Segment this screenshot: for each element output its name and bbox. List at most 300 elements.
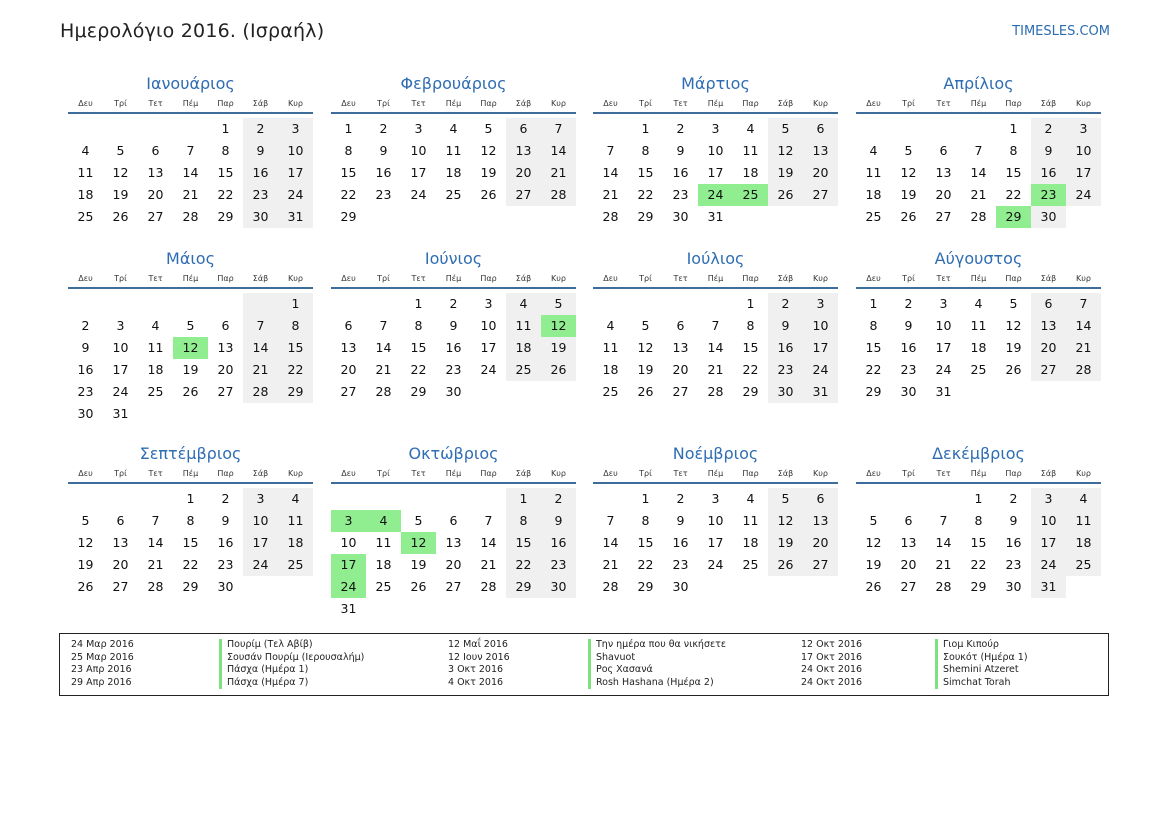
day-cell: 16: [1005, 535, 1022, 550]
day-cell: 29: [217, 209, 234, 224]
empty-cell: [541, 206, 576, 228]
empty-cell: [1066, 576, 1101, 598]
day-grid: [331, 488, 576, 620]
day-cell: 2: [676, 491, 685, 506]
day-cell: 8: [344, 143, 353, 158]
weekday-header: [856, 271, 1101, 289]
day-cell: 8: [186, 513, 195, 528]
day-cell: 7: [541, 118, 576, 140]
day-grid: [593, 488, 838, 598]
site-link[interactable]: TIMESLES.COM: [1012, 24, 1110, 39]
day-cell: 21: [602, 557, 619, 572]
weekday-label: Δευ: [603, 99, 618, 108]
day-cell: 12: [173, 337, 208, 359]
day-cell: 25: [506, 359, 541, 381]
day-cell: 29: [340, 209, 357, 224]
day-cell: 22: [340, 187, 357, 202]
day-cell: 29: [506, 576, 541, 598]
day-cell: 8: [221, 143, 230, 158]
day-cell: 23: [217, 557, 234, 572]
weekday-label: Σάβ: [252, 99, 269, 108]
day-cell: 28: [1066, 359, 1101, 381]
day-cell: 26: [637, 384, 654, 399]
day-cell: 27: [803, 554, 838, 576]
day-cell: 6: [344, 318, 353, 333]
day-cell: 25: [147, 384, 164, 399]
day-cell: 25: [77, 209, 94, 224]
day-cell: 19: [112, 187, 129, 202]
day-cell: 27: [112, 579, 129, 594]
holiday-date: 3 Οκτ 2016: [448, 664, 504, 675]
empty-cell: [401, 488, 436, 510]
weekday-label: Δευ: [866, 469, 881, 478]
day-cell: 28: [707, 384, 724, 399]
weekday-label: Παρ: [480, 99, 497, 108]
day-cell: 11: [1066, 510, 1101, 532]
weekday-label: Σάβ: [777, 274, 794, 283]
day-cell: 28: [541, 184, 576, 206]
empty-cell: [471, 206, 506, 228]
day-cell: 26: [410, 579, 427, 594]
day-cell: 17: [410, 165, 427, 180]
day-cell: 6: [1031, 293, 1066, 315]
weekday-label: Δευ: [341, 99, 356, 108]
day-cell: 12: [112, 165, 129, 180]
weekday-label: Παρ: [480, 469, 497, 478]
empty-cell: [68, 293, 103, 315]
day-cell: 15: [278, 337, 313, 359]
day-cell: 13: [217, 340, 234, 355]
day-cell: 4: [366, 510, 401, 532]
weekday-label: Δευ: [866, 99, 881, 108]
day-cell: 9: [1009, 513, 1018, 528]
day-cell: 25: [375, 579, 392, 594]
empty-cell: [506, 206, 541, 228]
month-block: [593, 442, 838, 598]
day-cell: 2: [676, 121, 685, 136]
holiday-date: 12 Μαΐ 2016: [448, 639, 508, 650]
month-block: [68, 247, 313, 425]
empty-cell: [471, 488, 506, 510]
day-cell: 30: [77, 406, 94, 421]
day-cell: 15: [970, 535, 987, 550]
day-cell: 12: [900, 165, 917, 180]
day-cell: 29: [637, 579, 654, 594]
day-cell: 22: [410, 362, 427, 377]
day-cell: 30: [541, 576, 576, 598]
day-cell: 13: [672, 340, 689, 355]
weekday-label: Κυρ: [288, 469, 303, 478]
day-cell: 26: [182, 384, 199, 399]
empty-cell: [278, 576, 313, 598]
day-cell: 1: [974, 491, 983, 506]
weekday-header: [856, 466, 1101, 484]
holiday-date: 25 Μαρ 2016: [71, 651, 134, 663]
weekday-label: Τετ: [936, 99, 951, 108]
day-cell: 10: [935, 318, 952, 333]
day-grid: [68, 488, 313, 598]
month-name: Δεκέμβριος: [932, 444, 1025, 463]
day-cell: 27: [1031, 359, 1066, 381]
day-cell: 31: [278, 206, 313, 228]
day-cell: 22: [637, 557, 654, 572]
empty-cell: [138, 488, 173, 510]
empty-cell: [541, 381, 576, 403]
day-cell: 16: [445, 340, 462, 355]
day-cell: 30: [900, 384, 917, 399]
day-cell: 5: [768, 118, 803, 140]
month-block: [331, 247, 576, 403]
empty-cell: [401, 598, 436, 620]
legend-date-column: [71, 639, 134, 689]
empty-cell: [996, 381, 1031, 403]
day-cell: 19: [637, 362, 654, 377]
day-cell: 11: [375, 535, 392, 550]
empty-cell: [68, 488, 103, 510]
day-cell: 19: [900, 187, 917, 202]
holiday-date: 17 Οκτ 2016: [801, 651, 863, 663]
month-name: Ιανουάριος: [146, 74, 235, 93]
weekday-label: Τρί: [902, 469, 915, 478]
day-grid: [331, 293, 576, 403]
day-cell: 20: [445, 557, 462, 572]
day-cell: 13: [803, 510, 838, 532]
empty-cell: [891, 488, 926, 510]
month-block: [593, 247, 838, 403]
empty-cell: [436, 206, 471, 228]
day-cell: 22: [637, 187, 654, 202]
weekday-header: [856, 96, 1101, 114]
holiday-date: 4 Οκτ 2016: [448, 676, 504, 688]
empty-cell: [733, 206, 768, 228]
day-cell: 27: [900, 579, 917, 594]
weekday-label: Παρ: [217, 274, 234, 283]
holiday-name: Πουρίμ (Τελ Αβίβ): [219, 639, 364, 652]
day-cell: 10: [1031, 510, 1066, 532]
day-cell: 2: [1009, 491, 1018, 506]
day-cell: 22: [742, 362, 759, 377]
day-cell: 30: [217, 579, 234, 594]
day-cell: 16: [768, 337, 803, 359]
day-cell: 18: [602, 362, 619, 377]
day-cell: 1: [746, 296, 755, 311]
day-cell: 27: [672, 384, 689, 399]
day-cell: 20: [803, 532, 838, 554]
day-cell: 15: [340, 165, 357, 180]
day-cell: 25: [865, 209, 882, 224]
weekday-label: Τρί: [902, 274, 915, 283]
day-cell: 6: [676, 318, 685, 333]
weekday-label: Πέμ: [445, 99, 462, 108]
holiday-name: Shemini Atzeret: [935, 664, 1028, 677]
day-cell: 18: [147, 362, 164, 377]
day-cell: 25: [445, 187, 462, 202]
day-cell: 7: [1066, 293, 1101, 315]
day-cell: 17: [278, 162, 313, 184]
empty-cell: [733, 576, 768, 598]
weekday-label: Σάβ: [1040, 274, 1057, 283]
empty-cell: [593, 293, 628, 315]
day-cell: 20: [340, 362, 357, 377]
day-cell: 5: [541, 293, 576, 315]
day-cell: 19: [865, 557, 882, 572]
day-cell: 22: [217, 187, 234, 202]
day-cell: 12: [401, 532, 436, 554]
day-cell: 21: [707, 362, 724, 377]
holiday-name: Ρος Χασανά: [588, 664, 726, 677]
weekday-label: Κυρ: [1076, 99, 1091, 108]
day-cell: 27: [506, 184, 541, 206]
day-cell: 5: [414, 513, 423, 528]
empty-cell: [366, 488, 401, 510]
day-cell: 14: [147, 535, 164, 550]
weekday-label: Πέμ: [970, 274, 987, 283]
day-cell: 13: [340, 340, 357, 355]
month-block: [856, 247, 1101, 403]
empty-cell: [243, 293, 278, 315]
day-cell: 22: [506, 554, 541, 576]
day-cell: 15: [182, 535, 199, 550]
day-cell: 29: [742, 384, 759, 399]
day-cell: 25: [602, 384, 619, 399]
day-cell: 24: [698, 184, 733, 206]
day-cell: 5: [484, 121, 493, 136]
day-cell: 15: [865, 340, 882, 355]
day-grid: [856, 488, 1101, 598]
day-cell: 20: [672, 362, 689, 377]
weekday-label: Πέμ: [182, 274, 199, 283]
holiday-date: 24 Οκτ 2016: [801, 664, 863, 675]
day-cell: 4: [151, 318, 160, 333]
empty-cell: [366, 293, 401, 315]
empty-cell: [173, 293, 208, 315]
weekday-label: Τρί: [377, 469, 390, 478]
day-cell: 4: [449, 121, 458, 136]
day-cell: 10: [278, 140, 313, 162]
day-cell: 26: [900, 209, 917, 224]
day-cell: 17: [803, 337, 838, 359]
legend-name-column: [935, 639, 1028, 689]
day-cell: 19: [541, 337, 576, 359]
day-cell: 14: [707, 340, 724, 355]
day-cell: 23: [672, 557, 689, 572]
month-name: Φεβρουάριος: [400, 74, 507, 93]
weekday-label: Κυρ: [551, 469, 566, 478]
empty-cell: [366, 598, 401, 620]
weekday-label: Δευ: [866, 274, 881, 283]
weekday-label: Παρ: [1005, 469, 1022, 478]
weekday-label: Δευ: [78, 99, 93, 108]
day-cell: 10: [112, 340, 129, 355]
day-cell: 7: [151, 513, 160, 528]
day-cell: 30: [1005, 579, 1022, 594]
day-cell: 16: [243, 162, 278, 184]
weekday-label: Πέμ: [445, 274, 462, 283]
day-cell: 15: [1005, 165, 1022, 180]
day-cell: 1: [641, 491, 650, 506]
empty-cell: [891, 118, 926, 140]
day-cell: 18: [77, 187, 94, 202]
weekday-header: [331, 466, 576, 484]
day-grid: [856, 293, 1101, 403]
day-cell: 3: [278, 118, 313, 140]
empty-cell: [961, 381, 996, 403]
weekday-label: Τρί: [377, 99, 390, 108]
day-cell: 25: [278, 554, 313, 576]
day-cell: 17: [112, 362, 129, 377]
day-cell: 31: [707, 209, 724, 224]
holiday-name: Πάσχα (Ημέρα 7): [219, 677, 364, 690]
day-cell: 24: [278, 184, 313, 206]
day-cell: 8: [1009, 143, 1018, 158]
day-cell: 28: [375, 384, 392, 399]
empty-cell: [593, 488, 628, 510]
weekday-label: Κυρ: [288, 274, 303, 283]
day-cell: 9: [541, 510, 576, 532]
empty-cell: [366, 206, 401, 228]
day-cell: 11: [865, 165, 882, 180]
holiday-legend: [59, 633, 1109, 696]
empty-cell: [138, 403, 173, 425]
day-cell: 28: [147, 579, 164, 594]
day-cell: 23: [900, 362, 917, 377]
empty-cell: [593, 118, 628, 140]
day-cell: 3: [939, 296, 948, 311]
day-cell: 11: [970, 318, 987, 333]
empty-cell: [436, 488, 471, 510]
day-cell: 8: [278, 315, 313, 337]
weekday-header: [593, 96, 838, 114]
day-cell: 12: [480, 143, 497, 158]
day-cell: 7: [186, 143, 195, 158]
day-cell: 18: [970, 340, 987, 355]
weekday-label: Τρί: [902, 99, 915, 108]
day-cell: 1: [869, 296, 878, 311]
holiday-date: 12 Ιουν 2016: [448, 651, 510, 663]
day-cell: 13: [900, 535, 917, 550]
holiday-name: Shavuot: [588, 652, 726, 665]
weekday-label: Παρ: [217, 469, 234, 478]
empty-cell: [856, 488, 891, 510]
day-cell: 5: [116, 143, 125, 158]
holiday-name: Simchat Torah: [935, 677, 1028, 690]
day-cell: 23: [375, 187, 392, 202]
day-cell: 27: [935, 209, 952, 224]
day-cell: 20: [147, 187, 164, 202]
day-cell: 15: [637, 165, 654, 180]
weekday-label: Παρ: [1005, 99, 1022, 108]
weekday-header: [68, 96, 313, 114]
day-cell: 19: [768, 532, 803, 554]
day-cell: 24: [112, 384, 129, 399]
empty-cell: [768, 206, 803, 228]
day-cell: 12: [865, 535, 882, 550]
weekday-label: Τετ: [673, 469, 688, 478]
weekday-label: Κυρ: [1076, 469, 1091, 478]
day-cell: 21: [1066, 337, 1101, 359]
day-cell: 14: [182, 165, 199, 180]
month-name: Νοέμβριος: [672, 444, 759, 463]
day-cell: 21: [541, 162, 576, 184]
weekday-label: Κυρ: [551, 99, 566, 108]
weekday-header: [593, 271, 838, 289]
day-grid: [856, 118, 1101, 228]
day-cell: 9: [243, 140, 278, 162]
day-cell: 4: [746, 491, 755, 506]
empty-cell: [1066, 206, 1101, 228]
day-cell: 31: [803, 381, 838, 403]
weekday-label: Τετ: [411, 274, 426, 283]
day-cell: 1: [1009, 121, 1018, 136]
empty-cell: [103, 118, 138, 140]
holiday-name: Γιομ Κιπούρ: [935, 639, 1028, 652]
day-cell: 1: [641, 121, 650, 136]
day-cell: 25: [733, 184, 768, 206]
day-cell: 13: [445, 535, 462, 550]
month-name: Ιούνιος: [424, 249, 483, 268]
holiday-name: Σουσάν Πουρίμ (Ιερουσαλήμ): [219, 652, 364, 665]
day-cell: 5: [904, 143, 913, 158]
weekday-label: Τετ: [936, 274, 951, 283]
day-cell: 14: [1066, 315, 1101, 337]
empty-cell: [138, 118, 173, 140]
day-cell: 30: [445, 384, 462, 399]
day-cell: 13: [1031, 315, 1066, 337]
day-cell: 11: [506, 315, 541, 337]
day-cell: 15: [410, 340, 427, 355]
day-cell: 2: [768, 293, 803, 315]
day-cell: 18: [1066, 532, 1101, 554]
day-cell: 9: [768, 315, 803, 337]
weekday-label: Κυρ: [1076, 274, 1091, 283]
empty-cell: [768, 576, 803, 598]
day-cell: 11: [77, 165, 94, 180]
day-cell: 24: [331, 576, 366, 598]
weekday-label: Πέμ: [707, 99, 724, 108]
weekday-label: Δευ: [78, 274, 93, 283]
weekday-label: Σάβ: [515, 274, 532, 283]
day-cell: 8: [641, 513, 650, 528]
day-cell: 10: [803, 315, 838, 337]
empty-cell: [243, 403, 278, 425]
day-cell: 14: [970, 165, 987, 180]
day-cell: 21: [182, 187, 199, 202]
weekday-label: Πέμ: [182, 469, 199, 478]
day-cell: 6: [221, 318, 230, 333]
day-cell: 26: [1005, 362, 1022, 377]
day-cell: 5: [869, 513, 878, 528]
day-cell: 5: [1009, 296, 1018, 311]
weekday-label: Σάβ: [515, 469, 532, 478]
day-cell: 22: [970, 557, 987, 572]
day-cell: 30: [672, 209, 689, 224]
day-cell: 31: [935, 384, 952, 399]
day-cell: 21: [147, 557, 164, 572]
day-cell: 2: [449, 296, 458, 311]
holiday-name: Πάσχα (Ημέρα 1): [219, 664, 364, 677]
weekday-header: [68, 271, 313, 289]
day-cell: 3: [711, 121, 720, 136]
weekday-label: Τρί: [377, 274, 390, 283]
day-cell: 21: [480, 557, 497, 572]
day-cell: 17: [707, 165, 724, 180]
day-cell: 28: [602, 209, 619, 224]
holiday-date: 12 Οκτ 2016: [801, 639, 863, 650]
day-cell: 5: [81, 513, 90, 528]
day-cell: 10: [243, 510, 278, 532]
day-cell: 9: [379, 143, 388, 158]
day-cell: 10: [1066, 140, 1101, 162]
